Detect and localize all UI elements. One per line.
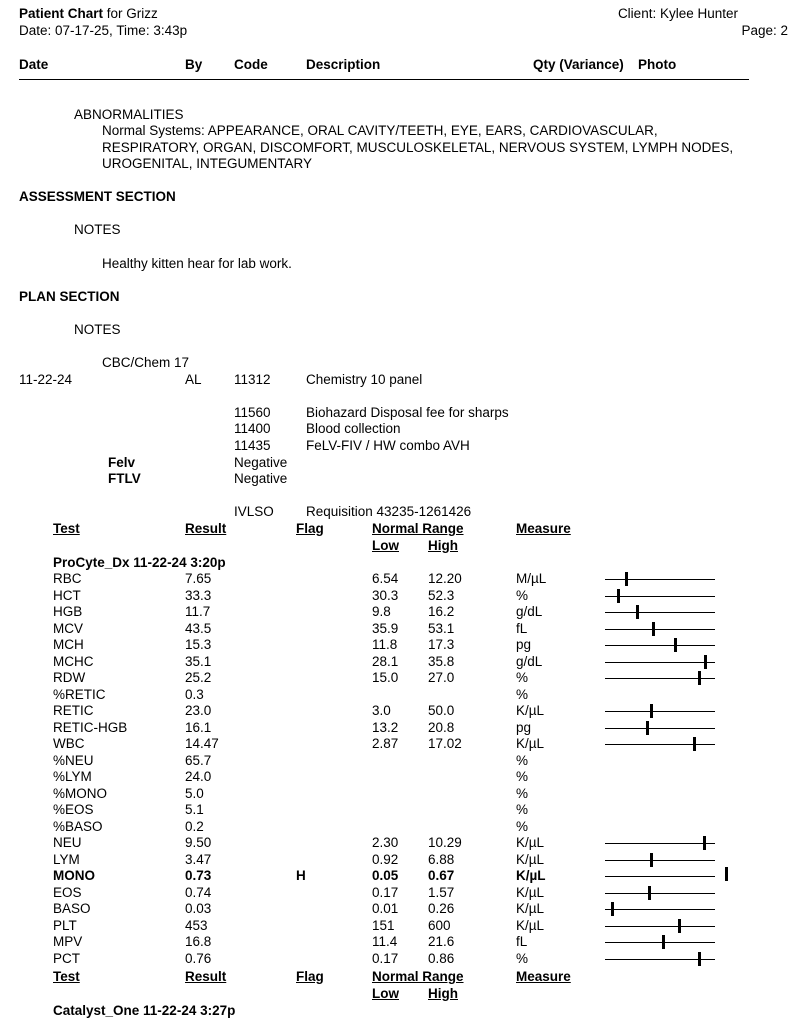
abnormalities-line: RESPIRATORY, ORGAN, DISCOMFORT, MUSCULOSKELETAL, NERVOUS SYSTEM, LYMPH NODES, — [102, 140, 734, 155]
lab-cell-measure: M/µL — [516, 571, 547, 586]
lab-cell-high: 0.86 — [428, 950, 455, 966]
lab-cell-low: 11.4 — [372, 934, 398, 949]
lab-cell-result: 43.5 — [185, 620, 212, 636]
lab-cell-measure: K/µL — [516, 901, 545, 916]
range-line — [605, 579, 715, 580]
lab-cell-result: 16.1 — [185, 719, 212, 735]
lab-cell-measure: K/µL — [516, 917, 545, 933]
lab-cell-result: 65.7 — [185, 752, 212, 768]
lab-cell-measure: % — [516, 670, 529, 685]
lab-cell-result: 0.3 — [185, 686, 204, 702]
lab-cell-test: RETIC-HGB — [53, 719, 128, 735]
lab-cell-test: HCT — [53, 587, 81, 603]
range-graph — [605, 704, 715, 718]
range-graph — [605, 935, 715, 949]
col-date: Date — [19, 57, 49, 72]
result-marker — [662, 935, 665, 949]
lab-col-result: Result — [185, 969, 227, 984]
item-code: 11560 — [234, 405, 271, 420]
lab-cell-test: EOS — [53, 884, 82, 900]
lab-cell-high: 53.1 — [428, 620, 455, 636]
lab-cell-test: NEU — [53, 835, 82, 850]
range-line — [605, 612, 715, 613]
lab-cell-test: %MONO — [53, 785, 107, 801]
lab-cell-result: 0.73 — [185, 868, 212, 883]
lab-col-test: Test — [53, 521, 80, 536]
lab-col-normal-range: Normal Range — [372, 521, 464, 536]
lab-cell-test: MCH — [53, 637, 84, 652]
lab-cell-test: %BASO — [53, 818, 103, 834]
item-description: Biohazard Disposal fee for sharps — [306, 405, 509, 420]
lab-col-flag: Flag — [296, 521, 324, 536]
range-line — [605, 860, 715, 861]
item-code: 11435 — [234, 438, 271, 453]
lab-cell-high: 52.3 — [428, 587, 455, 603]
lab-cell-high: 0.26 — [428, 901, 455, 916]
result-marker — [678, 919, 681, 933]
entry-by: AL — [185, 372, 202, 387]
range-line — [605, 893, 715, 894]
lab-cell-low: 3.0 — [372, 703, 391, 718]
lab-cell-measure: g/dL — [516, 604, 543, 619]
lab-cell-test: RDW — [53, 670, 86, 685]
header-divider — [19, 79, 749, 80]
lab-cell-measure: fL — [516, 934, 528, 949]
lab-cell-low: 0.17 — [372, 950, 399, 966]
range-line — [605, 843, 715, 844]
lab-cell-measure: pg — [516, 637, 532, 652]
range-graph — [605, 655, 715, 669]
range-line — [605, 629, 715, 630]
lab-cell-test: PCT — [53, 950, 80, 966]
lab-cell-high: 27.0 — [428, 670, 455, 685]
col-by: By — [185, 57, 203, 72]
abnormalities-title: ABNORMALITIES — [74, 107, 184, 122]
range-graph — [605, 737, 715, 751]
lab-cell-measure: % — [516, 752, 529, 768]
range-graph — [605, 869, 715, 883]
range-line — [605, 728, 715, 729]
result-marker — [674, 638, 677, 652]
lab-cell-low: 6.54 — [372, 571, 399, 586]
lab-col-normal-range: Normal Range — [372, 969, 464, 984]
range-graph — [605, 952, 715, 966]
lab-cell-measure: % — [516, 769, 529, 784]
lab-cell-low: 0.92 — [372, 851, 399, 867]
range-line — [605, 662, 715, 663]
lab-cell-low: 0.05 — [372, 868, 399, 883]
col-qty: Qty (Variance) — [533, 57, 624, 72]
lab-cell-result: 0.76 — [185, 950, 212, 966]
ftlv-label: FTLV — [108, 471, 141, 486]
lab-cell-measure: fL — [516, 620, 528, 636]
lab-cell-high: 20.8 — [428, 719, 455, 735]
lab-col-measure: Measure — [516, 969, 571, 984]
lab-col-high: High — [428, 986, 458, 1001]
lab-cell-low: 0.01 — [372, 901, 399, 916]
lab-cell-test: %RETIC — [53, 686, 106, 702]
plan-group: CBC/Chem 17 — [102, 355, 190, 370]
lab-cell-low: 11.8 — [372, 637, 398, 652]
lab-cell-result: 453 — [185, 917, 208, 933]
col-description: Description — [306, 57, 381, 72]
lab-cell-result: 5.0 — [185, 785, 204, 801]
lab-cell-measure: K/µL — [516, 868, 546, 883]
lab-cell-measure: pg — [516, 719, 532, 735]
lab-cell-low: 15.0 — [372, 670, 399, 685]
client-name: Client: Kylee Hunter — [617, 6, 738, 21]
felv-label: Felv — [108, 455, 136, 470]
result-marker — [611, 902, 614, 916]
lab-cell-high: 10.29 — [428, 835, 462, 850]
lab-cell-low: 13.2 — [372, 719, 399, 735]
lab-col-result: Result — [185, 521, 227, 536]
lab-col-measure: Measure — [516, 521, 571, 536]
lab-cell-test: PLT — [53, 917, 77, 933]
lab-cell-result: 35.1 — [185, 653, 212, 669]
lab-cell-measure: % — [516, 587, 529, 603]
range-graph — [605, 721, 715, 735]
lab-cell-test: MCV — [53, 620, 83, 636]
lab-col-flag: Flag — [296, 969, 324, 984]
result-marker — [652, 622, 655, 636]
range-graph — [605, 919, 715, 933]
entry-description: Chemistry 10 panel — [306, 372, 423, 387]
lab-cell-result: 9.50 — [185, 835, 212, 850]
assessment-notes-label: NOTES — [74, 222, 121, 237]
lab-cell-result: 11.7 — [185, 604, 211, 619]
lab-cell-result: 7.65 — [185, 571, 212, 586]
lab-cell-test: %LYM — [53, 769, 92, 784]
lab-cell-measure: K/µL — [516, 884, 545, 900]
result-marker — [650, 853, 653, 867]
lab-cell-measure: % — [516, 950, 529, 966]
lab-cell-low: 30.3 — [372, 587, 399, 603]
lab-col-high: High — [428, 538, 458, 553]
entry-date: 11-22-24 — [19, 372, 73, 387]
range-line — [605, 876, 715, 877]
range-line — [605, 909, 715, 910]
abnormalities-line: Normal Systems: APPEARANCE, ORAL CAVITY/TEETH, EYE, EARS, CARDIOVASCULAR, — [102, 123, 658, 138]
lab-cell-result: 25.2 — [185, 670, 212, 685]
lab-cell-test: MONO — [53, 868, 95, 883]
range-graph — [605, 902, 715, 916]
lab-cell-high: 1.57 — [428, 884, 455, 900]
lab-cell-measure: K/µL — [516, 736, 545, 751]
range-line — [605, 645, 715, 646]
lab-cell-high: 21.6 — [428, 934, 455, 949]
range-line — [605, 942, 715, 943]
lab-cell-test: LYM — [53, 851, 80, 867]
range-line — [605, 744, 715, 745]
lab-cell-result: 23.0 — [185, 703, 212, 718]
range-graph — [605, 638, 715, 652]
col-photo: Photo — [638, 57, 677, 72]
range-graph — [605, 622, 715, 636]
lab-col-low: Low — [372, 538, 399, 553]
lab-cell-low: 0.17 — [372, 884, 399, 900]
lab-cell-result: 15.3 — [185, 637, 212, 652]
lab-cell-low: 151 — [372, 917, 395, 933]
lab-col-low: Low — [372, 986, 399, 1001]
panel-title: Catalyst_One 11-22-24 3:27p — [53, 1003, 236, 1018]
lab-cell-measure: K/µL — [516, 703, 545, 718]
lab-cell-test: RETIC — [53, 703, 94, 718]
lab-cell-high: 17.3 — [428, 637, 455, 652]
lab-cell-high: 35.8 — [428, 653, 455, 669]
lab-cell-test: %NEU — [53, 752, 94, 768]
result-marker — [617, 589, 620, 603]
lab-cell-flag: H — [296, 868, 306, 883]
result-marker — [704, 655, 707, 669]
lab-cell-test: RBC — [53, 571, 82, 586]
lab-cell-measure: % — [516, 802, 529, 817]
lab-cell-high: 0.67 — [428, 868, 455, 883]
lab-cell-result: 5.1 — [185, 802, 204, 817]
lab-cell-high: 16.2 — [428, 604, 455, 619]
lab-cell-result: 0.03 — [185, 901, 212, 916]
item-code: 11400 — [234, 421, 271, 436]
range-graph — [605, 886, 715, 900]
requisition-description: Requisition 43235-1261426 — [306, 504, 472, 519]
lab-cell-low: 28.1 — [372, 653, 399, 669]
result-marker — [648, 886, 651, 900]
lab-cell-low: 2.87 — [372, 736, 399, 751]
result-marker — [650, 704, 653, 718]
lab-cell-result: 0.74 — [185, 884, 212, 900]
requisition-code: IVLSO — [234, 504, 274, 519]
result-marker — [693, 737, 696, 751]
lab-cell-result: 0.2 — [185, 818, 204, 834]
result-marker — [625, 572, 628, 586]
lab-cell-result: 33.3 — [185, 587, 212, 603]
lab-cell-result: 14.47 — [185, 736, 219, 751]
lab-cell-test: MCHC — [53, 653, 94, 669]
range-graph — [605, 853, 715, 867]
range-graph — [605, 572, 715, 586]
lab-cell-test: WBC — [53, 736, 85, 751]
assessment-note: Healthy kitten hear for lab work. — [102, 256, 292, 271]
lab-cell-measure: % — [516, 818, 529, 834]
result-marker — [698, 952, 701, 966]
lab-cell-measure: g/dL — [516, 653, 543, 669]
chart-date: Date: 07-17-25, Time: 3:43p — [19, 23, 188, 38]
lab-cell-high: 6.88 — [428, 851, 455, 867]
range-line — [605, 596, 715, 597]
result-marker — [703, 836, 706, 850]
col-code: Code — [234, 57, 268, 72]
item-description: FeLV-FIV / HW combo AVH — [306, 438, 470, 453]
plan-notes-label: NOTES — [74, 322, 121, 337]
lab-cell-low: 2.30 — [372, 835, 399, 850]
lab-cell-measure: K/µL — [516, 835, 545, 850]
lab-cell-measure: K/µL — [516, 851, 545, 867]
lab-cell-low: 9.8 — [372, 604, 391, 619]
felv-value: Negative — [234, 455, 288, 470]
lab-cell-measure: % — [516, 686, 529, 702]
range-line — [605, 926, 715, 927]
lab-cell-result: 3.47 — [185, 851, 212, 867]
result-marker — [636, 605, 639, 619]
lab-cell-result: 16.8 — [185, 934, 212, 949]
ftlv-value: Negative — [234, 471, 288, 486]
lab-cell-high: 17.02 — [428, 736, 462, 751]
plan-heading: PLAN SECTION — [19, 289, 120, 304]
range-graph — [605, 671, 715, 685]
panel-title: ProCyte_Dx 11-22-24 3:20p — [53, 555, 226, 570]
range-graph — [605, 589, 715, 603]
lab-col-test: Test — [53, 969, 80, 984]
lab-cell-high: 50.0 — [428, 703, 455, 718]
lab-cell-low: 35.9 — [372, 620, 399, 636]
lab-cell-high: 600 — [428, 917, 451, 933]
result-marker — [646, 721, 649, 735]
lab-cell-result: 24.0 — [185, 769, 212, 784]
lab-cell-measure: % — [516, 785, 529, 801]
range-graph — [605, 605, 715, 619]
page-number: Page: 2 — [741, 23, 788, 38]
range-line — [605, 711, 715, 712]
result-marker — [698, 671, 701, 685]
assessment-heading: ASSESSMENT SECTION — [19, 189, 176, 204]
lab-cell-test: MPV — [53, 934, 83, 949]
lab-cell-test: HGB — [53, 604, 83, 619]
lab-cell-test: %EOS — [53, 802, 94, 817]
lab-cell-high: 12.20 — [428, 571, 462, 586]
result-marker — [725, 867, 728, 881]
chart-title: Patient Chart for Grizz — [19, 6, 158, 21]
lab-cell-test: BASO — [53, 901, 91, 916]
abnormalities-line: UROGENITAL, INTEGUMENTARY — [102, 156, 313, 171]
range-graph — [605, 836, 715, 850]
entry-code: 11312 — [234, 372, 271, 387]
item-description: Blood collection — [306, 421, 401, 436]
